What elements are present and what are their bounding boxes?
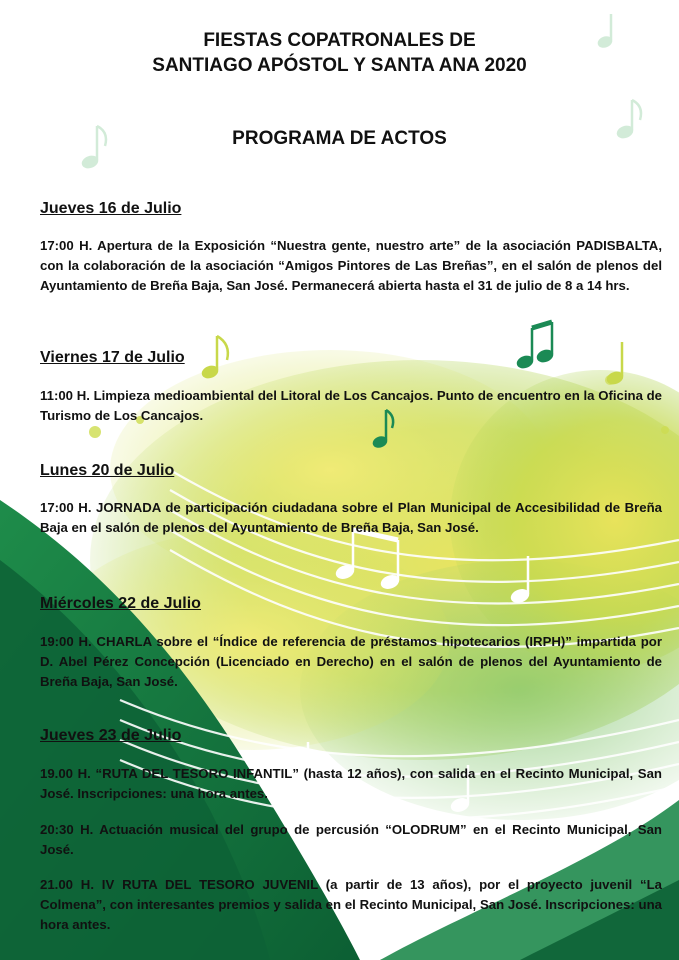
day-heading-jueves-16: Jueves 16 de Julio	[40, 200, 182, 217]
page-title-line-2: SANTIAGO APÓSTOL Y SANTA ANA 2020	[152, 55, 527, 76]
day-heading-jueves-23: Jueves 23 de Julio	[40, 727, 182, 744]
event-item-paragraph: 17:00 H. JORNADA de participación ciudadana sobre el Plan Municipal de Accesibilidad de Breña Baja en el salón de plenos del Ayuntamiento de Breña Baja, San José.	[40, 500, 662, 535]
day-heading-miercoles-22: Miércoles 22 de Julio	[40, 595, 201, 612]
event-item-paragraph: 19.00 H. “RUTA DEL TESORO INFANTIL” (hasta 12 años), con salida en el Recinto Municipal, San José. Inscripciones: una hora antes.	[40, 766, 662, 801]
event-item-paragraph: 11:00 H. Limpieza medioambiental del Litoral de Los Cancajos. Punto de encuentro en la Oficina de Turismo de Los Cancajos.	[40, 388, 662, 423]
page-subtitle: PROGRAMA DE ACTOS	[232, 128, 447, 149]
day-heading-lunes-20: Lunes 20 de Julio	[40, 462, 175, 479]
event-item-paragraph: 17:00 H. Apertura de la Exposición “Nuestra gente, nuestro arte” de la asociación PADISBALTA, con la colaboración de la asociación “Amigos Pintores de Las Breñas”, en el salón de plenos del Ayuntamiento de Breña Baja, San José. Permanecerá abierta hasta el 31 de julio de 8 a 14 hrs.	[40, 238, 662, 293]
event-item-paragraph: 19:00 H. CHARLA sobre el “Índice de referencia de préstamos hipotecarios (IRPH)” impartida por D. Abel Pérez Concepción (Licenciado en Derecho) en el salón de plenos del Ayuntamiento de Breña Baja, San José.	[40, 634, 662, 689]
day-heading-viernes-17: Viernes 17 de Julio	[40, 349, 185, 366]
event-item-paragraph: 21.00 H. IV RUTA DEL TESORO JUVENIL (a partir de 13 años), por el proyecto juvenil “La Colmena”, con interesantes premios y salida en el Recinto Municipal, San José. Inscripciones: una hora antes.	[40, 877, 662, 932]
page-title-line-1: FIESTAS COPATRONALES DE	[203, 30, 476, 51]
event-item-paragraph: 20:30 H. Actuación musical del grupo de percusión “OLODRUM” en el Recinto Municipal, San José.	[40, 822, 662, 857]
